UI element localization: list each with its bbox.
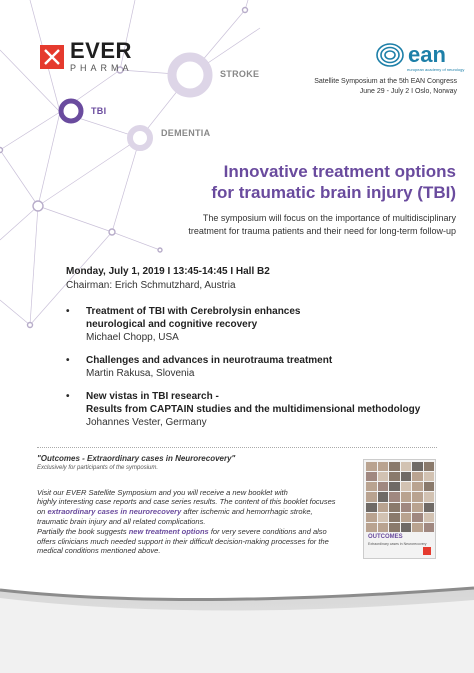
talk-speaker: Johannes Vester, Germany — [86, 417, 207, 428]
talk-title: New vistas in TBI research - — [86, 391, 219, 402]
cover-ever-logo-icon — [423, 547, 431, 555]
ever-logo-icon — [40, 45, 64, 69]
title-line-2: for traumatic brain injury (TBI) — [211, 183, 456, 202]
footer-swoosh — [0, 560, 474, 673]
session-chair: Chairman: Erich Schmutzhard, Austria — [66, 280, 236, 291]
booklet-line-3a: on — [37, 507, 48, 517]
booklet-line-1: Visit our EVER Satellite Symposium and you will receive a new booklet with — [37, 487, 288, 497]
talk-title: Challenges and advances in neurotrauma treatment — [86, 355, 333, 366]
booklet-cover-image — [363, 459, 436, 559]
talk-title-cont: Results from CAPTAIN studies and the multidimensional methodology — [86, 404, 421, 415]
ean-logo-word: ean — [408, 42, 446, 67]
booklet-title: "Outcomes - Extraordinary cases in Neurorecovery" — [37, 454, 236, 463]
booklet-line-3b: after ischemic and hemorrhagic stroke, — [181, 507, 313, 517]
ever-pharma-logo — [40, 40, 133, 73]
talk-speaker: Michael Chopp, USA — [86, 332, 179, 343]
booklet-line-5b: for very severe conditions and also — [208, 526, 327, 536]
section-divider — [37, 447, 437, 448]
ever-logo-word: EVER — [70, 38, 132, 63]
talk-speaker: Martin Rakusa, Slovenia — [86, 368, 195, 379]
congress-dates: June 29 - July 2 I Oslo, Norway — [359, 88, 457, 95]
tbi-node — [61, 101, 81, 121]
title-line-1: Innovative treatment options — [223, 162, 456, 181]
session-info — [66, 265, 270, 293]
cover-title: OUTCOMES — [368, 534, 403, 540]
intro-text — [150, 212, 456, 238]
booklet-section — [37, 454, 357, 556]
dementia-node — [130, 128, 150, 148]
booklet-line-4: traumatic brain injury and all related complications. — [37, 516, 206, 526]
ean-brain-icon — [375, 42, 405, 68]
talk-list — [66, 305, 456, 439]
tag-tbi: TBI — [91, 106, 107, 116]
talk-title-cont: neurological and cognitive recovery — [86, 319, 258, 330]
talk-item — [66, 305, 456, 344]
intro-line-2: treatment for trauma patients and their need for long-term follow-up — [188, 226, 456, 236]
ean-logo — [375, 42, 465, 72]
talk-item — [66, 354, 456, 380]
cover-photo-grid — [366, 462, 434, 532]
bullet-icon: • — [66, 391, 70, 402]
talk-item — [66, 390, 456, 429]
booklet-line-5a: Partially the book suggests — [37, 526, 129, 536]
booklet-highlight-2: new treatment options — [128, 526, 209, 536]
ever-logo-tagline: PHARMA — [70, 63, 133, 73]
tag-stroke: STROKE — [220, 69, 260, 79]
bullet-icon: • — [66, 355, 70, 366]
talk-title: Treatment of TBI with Cerebrolysin enhances — [86, 306, 301, 317]
stroke-node — [172, 57, 208, 93]
bullet-icon: • — [66, 306, 70, 317]
congress-name: Satellite Symposium at the 5th EAN Congress — [314, 78, 457, 85]
tag-dementia: DEMENTIA — [161, 128, 211, 138]
booklet-note: Exclusively for participants of the symposium. — [37, 464, 159, 471]
congress-info — [314, 77, 457, 97]
booklet-line-7: medical conditions mentioned above. — [37, 546, 161, 556]
intro-line-1: The symposium will focus on the importance of multidisciplinary — [202, 213, 456, 223]
cover-subtitle: Extraordinary cases in Neurorecovery — [368, 542, 427, 546]
booklet-line-2: highly interesting case reports and case series results. The content of this booklet focuses — [37, 497, 336, 507]
booklet-highlight-1: extraordinary cases in neurorecovery — [47, 507, 182, 517]
ean-logo-subtitle: european academy of neurology — [407, 67, 465, 72]
session-datetime: Monday, July 1, 2019 I 13:45-14:45 I Hall B2 — [66, 266, 270, 277]
page-title — [160, 161, 456, 203]
booklet-line-6: offers clinicians much needed support in their difficult decision-making processes for the — [37, 536, 329, 546]
